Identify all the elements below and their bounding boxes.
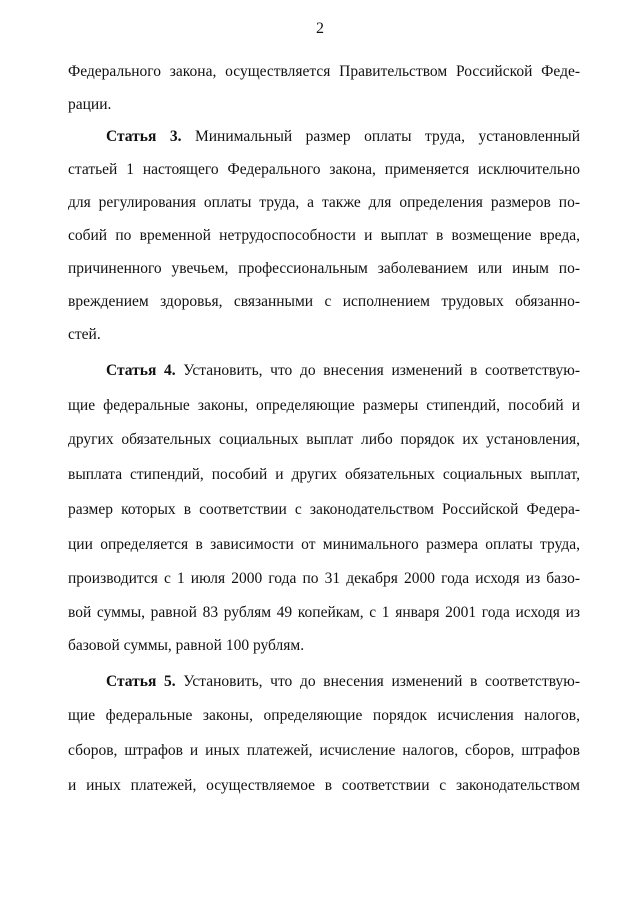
page-number: 2 [316, 20, 324, 37]
article-3-line: причиненного увечьем, профессиональным заболеванием или иным по- [68, 260, 580, 277]
article-3-heading: Статья 3. [106, 128, 182, 145]
article-5-line: и иных платежей, осуществляемое в соответствии с законодательством [68, 777, 580, 794]
article-3-text: Минимальный размер оплаты труда, установленный [194, 128, 581, 145]
article-5-text: Установить, что до внесения изменений в соответствую- [183, 673, 580, 690]
article-4-line: щие федеральные законы, определяющие размеры стипендий, пособий и [68, 397, 580, 414]
article-4-line: выплата стипендий, пособий и других обязательных социальных выплат, [68, 466, 580, 483]
article-3-line: для регулирования оплаты труда, а также для определения размеров по- [68, 194, 580, 211]
article-4-first-line [106, 363, 580, 379]
article-3-line: статьей 1 настоящего Федерального закона, применяется исключительно [68, 161, 580, 178]
article-3-first-line [106, 129, 580, 145]
article-4-line: ции определяется в зависимости от минимального размера оплаты труда, [68, 536, 580, 553]
article-3-line: вреждением здоровья, связанными с исполнением трудовых обязанно- [68, 293, 580, 310]
article-4-line: вой суммы, равной 83 рублям 49 копейкам, с 1 января 2001 года исходя из [68, 604, 580, 621]
article-3-line: собий по временной нетрудоспособности и выплат в возмещение вреда, [68, 227, 580, 244]
article-4-line: размер которых в соответствии с законодательством Российской Федера- [68, 501, 580, 518]
article-4-line: других обязательных социальных выплат либо порядок их установления, [68, 431, 580, 448]
continuation-line: Федерального закона, осуществляется Правительством Российской Феде- [68, 63, 580, 80]
article-4-text: Установить, что до внесения изменений в соответствую- [183, 362, 580, 379]
article-4-line: производится с 1 июля 2000 года по 31 декабря 2000 года исходя из базо- [68, 570, 580, 587]
article-5-heading: Статья 5. [106, 673, 176, 690]
continuation-line: рации. [68, 96, 112, 113]
article-3-line: стей. [68, 326, 101, 343]
article-4-heading: Статья 4. [106, 362, 176, 379]
article-5-first-line [106, 674, 580, 690]
article-5-line: щие федеральные законы, определяющие порядок исчисления налогов, [68, 707, 580, 724]
article-4-line: базовой суммы, равной 100 рублям. [68, 637, 305, 654]
article-5-line: сборов, штрафов и иных платежей, исчисление налогов, сборов, штрафов [68, 742, 580, 759]
